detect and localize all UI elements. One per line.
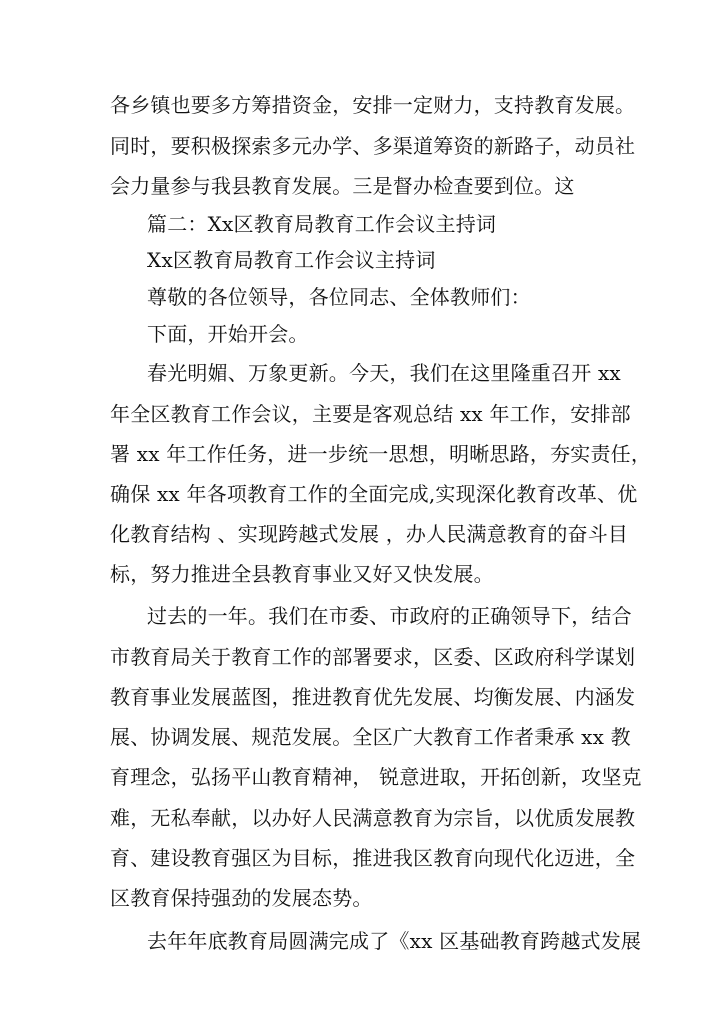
- text-line: 育、建设教育强区为目标，推进我区教育向现代化迈进，全: [110, 846, 636, 870]
- text-line: 教育事业发展蓝图，推进教育优先发展、均衡发展、内涵发: [110, 685, 636, 709]
- text-line: 会力量参与我县教育发展。三是督办检查要到位。这: [110, 174, 575, 198]
- text-line: 标，努力推进全县教育事业又好又快发展。: [110, 562, 494, 586]
- paragraph-first-line: 过去的一年。我们在市委、市政府的正确领导下，结合: [147, 604, 632, 628]
- paragraph-first-line: 去年年底教育局圆满完成了《xx 区基础教育跨越式发展: [147, 929, 642, 953]
- text-line: 难，无私奉献，以办好人民满意教育为宗旨，以优质发展教: [110, 806, 636, 830]
- text-line: 同时，要积极探索多元办学、多渠道筹资的新路子，动员社: [110, 134, 636, 158]
- text-line: 下面，开始开会。: [147, 322, 309, 346]
- paragraph-first-line: 春光明媚、万象更新。今天，我们在这里隆重召开 xx: [147, 361, 621, 385]
- section-heading: 篇二：Xx区教育局教育工作会议主持词: [147, 212, 497, 236]
- salutation: 尊敬的各位领导，各位同志、全体教师们：: [147, 285, 531, 309]
- text-line: 化教育结构 、实现跨越式发展 ，办人民满意教育的奋斗目: [110, 522, 629, 546]
- text-line: 育理念，弘扬平山教育精神， 锐意进取，开拓创新，攻坚克: [110, 765, 642, 789]
- text-line: 区教育保持强劲的发展态势。: [110, 886, 373, 910]
- text-line: 市教育局关于教育工作的部署要求，区委、区政府科学谋划: [110, 645, 636, 669]
- text-line: 各乡镇也要多方筹措资金，安排一定财力，支持教育发展。: [110, 93, 636, 117]
- text-line: 展、协调发展、规范发展。全区广大教育工作者秉承 xx 教: [110, 725, 631, 749]
- text-line: 署 xx 年工作任务，进一步统一思想，明晰思路，夯实责任，: [110, 442, 652, 466]
- text-line: 确保 xx 年各项教育工作的全面完成,实现深化教育改革、优: [110, 482, 638, 506]
- text-line: 年全区教育工作会议，主要是客观总结 xx 年工作，安排部: [110, 402, 631, 426]
- document-title: Xx区教育局教育工作会议主持词: [147, 248, 436, 272]
